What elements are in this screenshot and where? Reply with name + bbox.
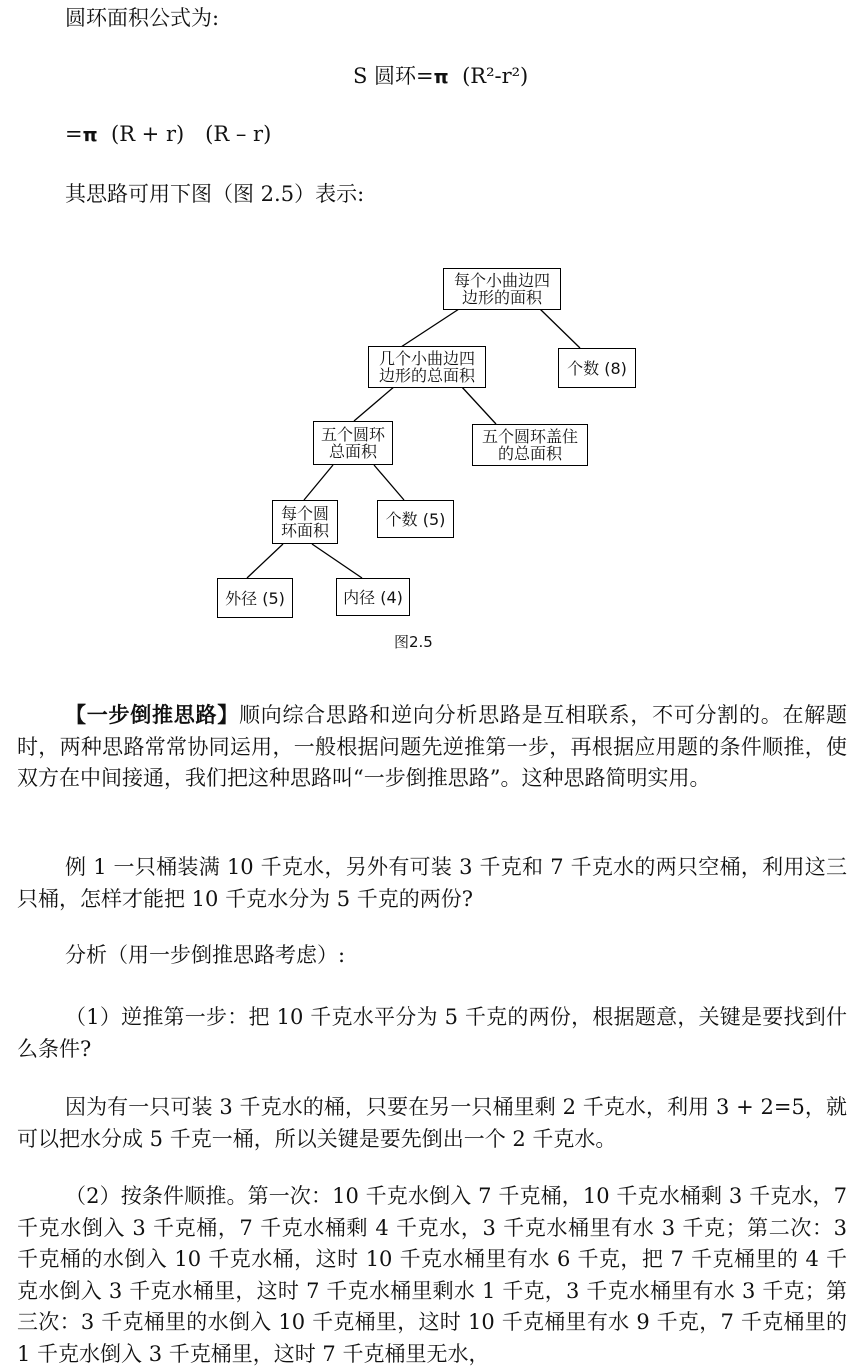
paragraph-example-1: 例 1 一只桶装满 10 千克水，另外有可装 3 千克和 7 千克水的两只空桶，利用这三只桶，怎样才能把 10 千克水分为 5 千克的两份? xyxy=(17,855,847,911)
diagram-intro: 其思路可用下图（图 2.5）表示: xyxy=(65,182,365,206)
node-five-rings: 五个圆环 总面积 xyxy=(313,421,393,465)
formula-line-1-prefix: S 圆环= xyxy=(353,64,434,88)
node-five-rings-covered: 五个圆环盖住 的总面积 xyxy=(472,424,588,466)
edge-midleft-covered xyxy=(461,386,496,424)
edge-root-count8 xyxy=(540,309,580,348)
pi-symbol: π xyxy=(82,124,98,146)
formula-intro: 圆环面积公式为: xyxy=(65,6,220,30)
paragraph-reasoning: 因为有一只可装 3 千克水的桶，只要在另一只桶里剩 2 千克水，利用 3 + 2=5，就可以把水分成 5 千克一桶，所以关键是要先倒出一个 2 千克水。 xyxy=(17,1095,847,1151)
node-each-ring: 每个圆 环面积 xyxy=(272,500,338,544)
figure-caption: 图2.5 xyxy=(394,633,433,651)
edge-eachring-outer xyxy=(247,544,283,578)
section-heading: 【一步倒推思路】 xyxy=(65,703,239,727)
node-inner-diameter: 内径 (4) xyxy=(336,578,410,616)
edge-midleft-fiverings xyxy=(354,386,395,421)
node-mid-left: 几个小曲边四 边形的总面积 xyxy=(368,346,486,388)
edge-eachring-inner xyxy=(312,544,362,578)
paragraph-body: 顺向综合思路和逆向分析思路是互相联系，不可分割的。在解题时，两种思路常常协同运用，一般根据问题先逆推第一步，再根据应用题的条件顺推，使双方在中间接通，我们把这种思路叫“一步倒推思路”。这种思路简明实用。 xyxy=(17,703,848,790)
edge-fiverings-eachring xyxy=(304,465,333,500)
edge-fiverings-count5 xyxy=(374,465,404,500)
paragraph-one-step-reverse xyxy=(17,700,847,795)
node-root: 每个小曲边四 边形的面积 xyxy=(443,268,561,310)
formula-line-2-suffix: (R + r) (R – r) xyxy=(111,122,272,146)
paragraph-step-1: （1）逆推第一步：把 10 千克水平分为 5 千克的两份，根据题意，关键是要找到什么条件? xyxy=(17,1005,847,1061)
pi-symbol: π xyxy=(433,66,449,88)
edge-root-midleft xyxy=(401,309,459,347)
node-outer-diameter: 外径 (5) xyxy=(217,578,293,618)
formula-line-2-prefix: = xyxy=(65,122,83,146)
paragraph-step-2: （2）按条件顺推。第一次：10 千克水倒入 7 千克桶，10 千克水桶剩 3 千克水，7 千克水倒入 3 千克桶，7 千克水桶剩 4 千克水，3 千克水桶里有水 3 千克；第二次：3 千克桶的水倒入 10 千克水桶，这时 10 千克水桶里有水 6 千克，把 7 千克桶里的 4 千克水倒入 3 千克水桶里，这时 7 千克水桶里剩水 1 千克，3 千克水桶里有水 3 千克；第三次：3 千克桶里的水倒入 10 千克桶里，这时 10 千克桶里有水 9 千克，7 千克桶里的 1 千克水倒入 3 千克桶里，这时 7 千克桶里无水， xyxy=(17,1184,847,1366)
formula-line-1-suffix: (R²-r²) xyxy=(462,64,529,88)
node-count-5: 个数 (5) xyxy=(377,500,454,538)
node-count-8: 个数 (8) xyxy=(558,348,636,388)
paragraph-analysis: 分析（用一步倒推思路考虑）: xyxy=(65,943,346,967)
